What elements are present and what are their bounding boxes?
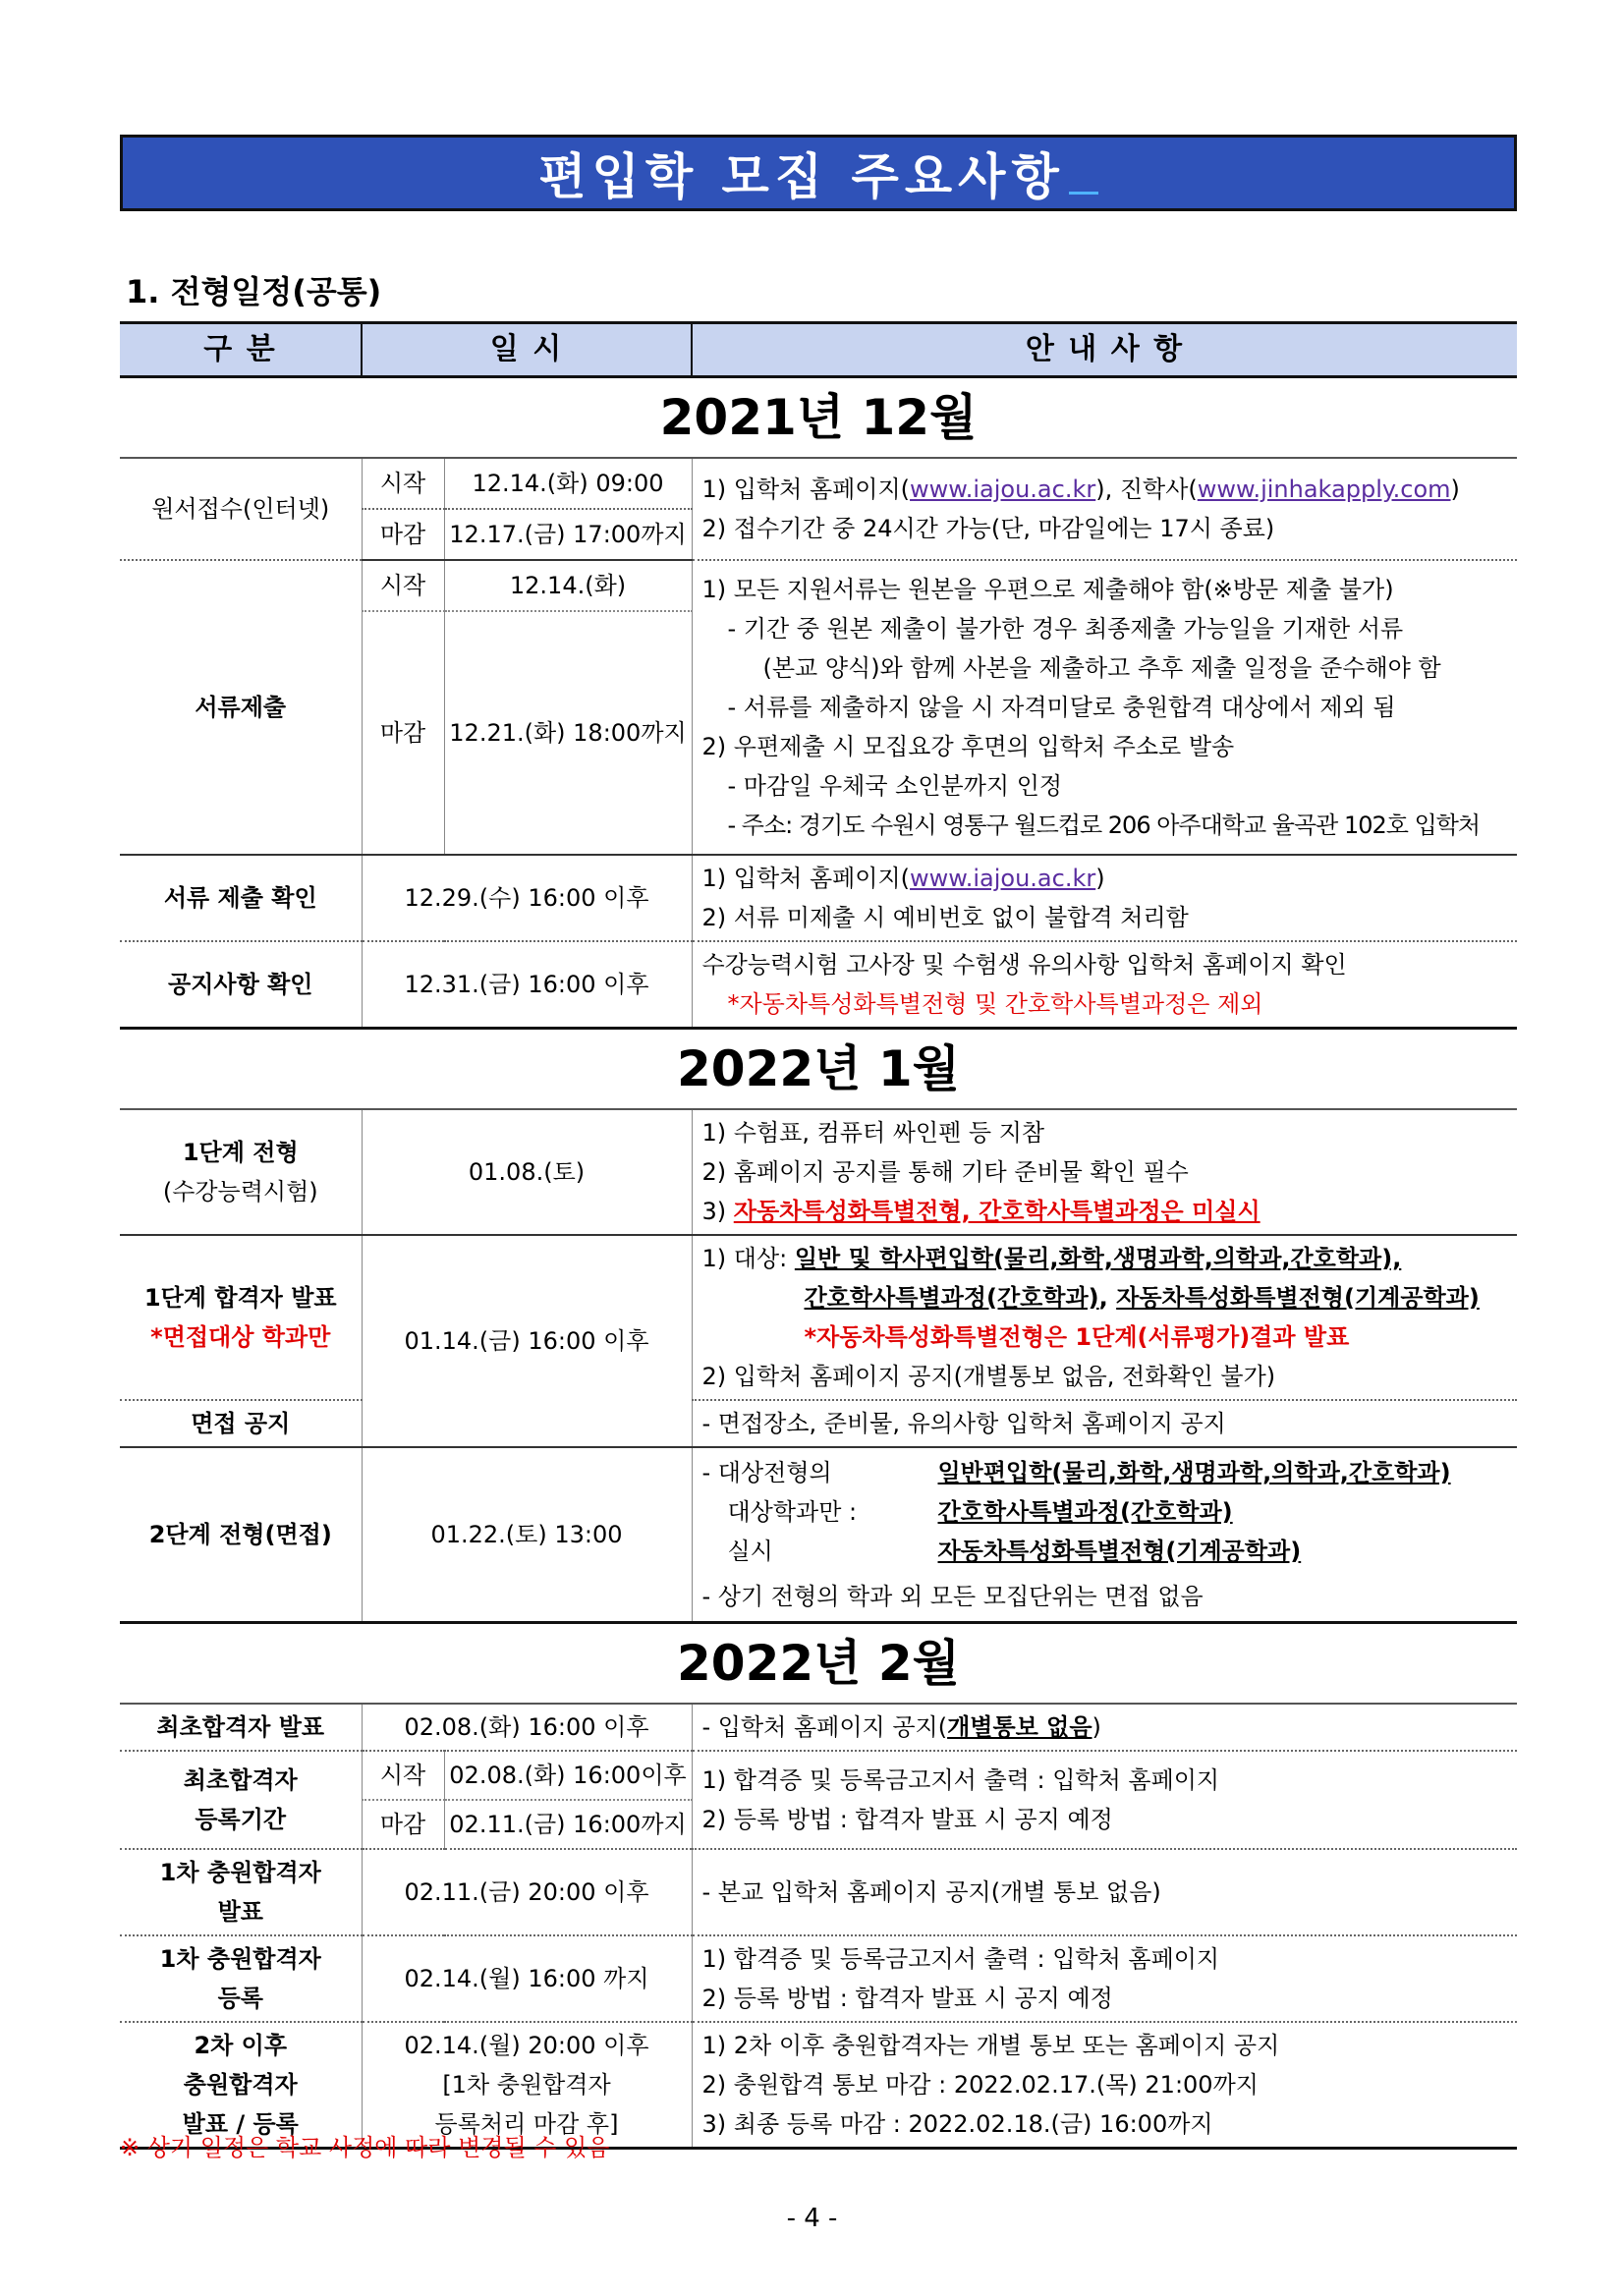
- table-row: [120, 1235, 1517, 1400]
- row-label: 최초합격자 발표: [120, 1704, 362, 1751]
- info-text: 개별통보 없음: [947, 1713, 1092, 1741]
- info-text: ): [1092, 1713, 1101, 1741]
- info-line: (본교 양식)와 함께 사본을 제출하고 추후 제출 일정을 준수해야 함: [762, 654, 1441, 682]
- table-row: [120, 458, 1517, 509]
- end-label: 마감: [362, 611, 444, 855]
- row-label: 서류제출: [120, 560, 362, 855]
- info-text: 실시: [727, 1538, 773, 1565]
- table-row: [120, 560, 1517, 611]
- month-row: [120, 1029, 1517, 1110]
- row-label: 공지사항 확인: [120, 941, 362, 1029]
- row-date: 01.22.(토) 13:00: [362, 1447, 692, 1623]
- start-date: 12.14.(화): [444, 560, 692, 611]
- info-line: 2) 접수기간 중 24시간 가능(단, 마감일에는 17시 종료): [701, 515, 1275, 542]
- info-line: 1) 합격증 및 등록금고지서 출력 : 입학처 홈페이지: [701, 1945, 1220, 1973]
- info-text: 1) 대상:: [701, 1245, 795, 1272]
- row-info: [692, 1235, 1517, 1400]
- info-text: 1) 입학처 홈페이지(: [701, 865, 911, 892]
- info-text: ): [1095, 865, 1105, 892]
- label-line: (수강능력시험): [162, 1178, 318, 1205]
- row-label: [120, 1109, 362, 1235]
- end-date: 02.11.(금) 16:00까지: [444, 1800, 692, 1849]
- info-line: - 서류를 제출하지 않을 시 자격미달로 충원합격 대상에서 제외 됨: [727, 694, 1396, 721]
- start-date: 12.14.(화) 09:00: [444, 458, 692, 509]
- table-row: [120, 855, 1517, 941]
- start-label: 시작: [362, 560, 444, 611]
- row-label: 면접 공지: [120, 1400, 362, 1447]
- header-category: 구 분: [120, 323, 362, 377]
- start-date: 02.08.(화) 16:00이후: [444, 1751, 692, 1800]
- row-date: 12.31.(금) 16:00 이후: [362, 941, 692, 1029]
- info-text: 3): [701, 1198, 734, 1225]
- row-date: 02.11.(금) 20:00 이후: [362, 1849, 692, 1935]
- row-date: 12.29.(수) 16:00 이후: [362, 855, 692, 941]
- info-text: - 입학처 홈페이지 공지(: [701, 1713, 948, 1741]
- info-text: 일반 및 학사편입학(물리,화학,생명과학,의학과,간호학과),: [794, 1245, 1402, 1272]
- info-line: 2) 우편제출 시 모집요강 후면의 입학처 주소로 발송: [701, 733, 1235, 760]
- row-info: [692, 1109, 1517, 1235]
- row-label: 원서접수(인터넷): [120, 458, 362, 560]
- table-row: [120, 1109, 1517, 1235]
- table-header: [120, 323, 1517, 377]
- month-row: [120, 1623, 1517, 1705]
- end-label: 마감: [362, 1800, 444, 1849]
- info-text: ): [1450, 476, 1460, 503]
- label-line: 2차 이후: [194, 2032, 288, 2059]
- info-line: - 주소: 경기도 수원시 영통구 월드컵로 206 아주대학교 율곡관 102호 입학처: [727, 812, 1481, 839]
- row-info: [692, 1704, 1517, 1751]
- end-date: 12.21.(화) 18:00까지: [444, 611, 692, 855]
- label-line: 1단계 합격자 발표: [143, 1284, 337, 1312]
- label-line: 1단계 전형: [182, 1139, 299, 1166]
- row-info: [692, 1751, 1517, 1849]
- row-label: [120, 1751, 362, 1849]
- info-line: 1) 모든 지원서류는 원본을 우편으로 제출해야 함(※방문 제출 불가): [701, 576, 1394, 603]
- row-info: [692, 458, 1517, 560]
- row-label: [120, 1235, 362, 1400]
- info-line: *자동차특성화특별전형 및 간호학사특별과정은 제외: [727, 990, 1263, 1018]
- month-row: [120, 377, 1517, 459]
- row-label: 2단계 전형(면접): [120, 1447, 362, 1623]
- end-label: 마감: [362, 509, 444, 560]
- info-line: 2) 서류 미제출 시 예비번호 없이 불합격 처리함: [701, 904, 1189, 931]
- info-line: - 마감일 우체국 소인분까지 인정: [727, 772, 1063, 800]
- month-heading: 2022년 2월: [120, 1623, 1517, 1705]
- info-line: 수강능력시험 고사장 및 수험생 유의사항 입학처 홈페이지 확인: [701, 951, 1347, 979]
- row-label: [120, 1849, 362, 1935]
- info-text: 대상학과만 :: [727, 1498, 858, 1526]
- table-row: [120, 941, 1517, 1029]
- label-line: 발표 / 등록: [182, 2110, 299, 2138]
- header-info: 안 내 사 항: [692, 323, 1517, 377]
- info-line: 2) 홈페이지 공지를 통해 기타 준비물 확인 필수: [701, 1158, 1189, 1186]
- row-info: [692, 1935, 1517, 2022]
- info-line: *자동차특성화특별전형은 1단계(서류평가)결과 발표: [804, 1323, 1350, 1351]
- row-date: 01.14.(금) 16:00 이후: [362, 1235, 692, 1447]
- info-text: 자동차특성화특별전형, 간호학사특별과정은 미실시: [733, 1198, 1260, 1225]
- table-row: [120, 1849, 1517, 1935]
- info-line: 2) 등록 방법 : 합격자 발표 시 공지 예정: [701, 1985, 1113, 2012]
- label-line: 1차 충원합격자: [159, 1859, 321, 1886]
- row-label: [120, 1935, 362, 2022]
- schedule-table: [120, 321, 1517, 2150]
- row-info: [692, 2022, 1517, 2149]
- label-line: 최초합격자: [183, 1766, 298, 1794]
- info-line: 1) 합격증 및 등록금고지서 출력 : 입학처 홈페이지: [701, 1766, 1220, 1794]
- date-line: 02.14.(월) 20:00 이후: [404, 2032, 649, 2059]
- footnote: ※ 상기 일정은 학교 사정에 따라 변경될 수 있음: [120, 2134, 610, 2161]
- info-text: 자동차특성화특별전형(기계공학과): [1116, 1284, 1480, 1312]
- page-banner: [120, 135, 1517, 211]
- info-text: 간호학사특별과정(간호학과): [937, 1498, 1233, 1526]
- label-line: 등록: [217, 1985, 263, 2012]
- text-cursor: [1069, 152, 1098, 195]
- month-heading: 2021년 12월: [120, 377, 1517, 459]
- table-row: [120, 1447, 1517, 1623]
- info-text: 자동차특성화특별전형(기계공학과): [937, 1538, 1302, 1565]
- info-line: 2) 등록 방법 : 합격자 발표 시 공지 예정: [701, 1806, 1113, 1833]
- table-row: [120, 1704, 1517, 1751]
- info-text: 1) 입학처 홈페이지(: [701, 476, 911, 503]
- row-info: [692, 560, 1517, 855]
- row-info: [692, 941, 1517, 1029]
- label-line: 발표: [217, 1898, 263, 1926]
- row-info: [692, 855, 1517, 941]
- row-info: [692, 1447, 1517, 1623]
- info-line: 1) 수험표, 컴퓨터 싸인펜 등 지참: [701, 1119, 1045, 1147]
- row-info: - 본교 입학처 홈페이지 공지(개별 통보 없음): [692, 1849, 1517, 1935]
- info-line: 1) 2차 이후 충원합격자는 개별 통보 또는 홈페이지 공지: [701, 2032, 1280, 2059]
- row-info: - 면접장소, 준비물, 유의사항 입학처 홈페이지 공지: [692, 1400, 1517, 1447]
- link-iajou[interactable]: www.iajou.ac.kr: [910, 865, 1096, 892]
- date-line: 등록처리 마감 후]: [434, 2110, 619, 2138]
- link-jinhak[interactable]: www.jinhakapply.com: [1197, 476, 1451, 503]
- info-line: 2) 입학처 홈페이지 공지(개별통보 없음, 전화확인 불가): [701, 1363, 1276, 1390]
- banner-title: 편입학 모집 주요사항: [538, 148, 1065, 205]
- header-datetime: 일 시: [362, 323, 692, 377]
- table-row: [120, 1400, 1517, 1447]
- label-line: 충원합격자: [183, 2071, 298, 2099]
- end-date: 12.17.(금) 17:00까지: [444, 509, 692, 560]
- table-row: [120, 1751, 1517, 1800]
- label-line: 등록기간: [195, 1806, 287, 1833]
- row-date: 02.14.(월) 16:00 까지: [362, 1935, 692, 2022]
- start-label: 시작: [362, 1751, 444, 1800]
- row-label: 서류 제출 확인: [120, 855, 362, 941]
- info-text: - 대상전형의: [701, 1459, 832, 1486]
- page-number: - 4 -: [786, 2204, 838, 2233]
- info-line: - 상기 전형의 학과 외 모든 모집단위는 면접 없음: [701, 1583, 1204, 1610]
- date-line: [1차 충원합격자: [442, 2071, 611, 2099]
- info-text: ), 진학사(: [1095, 476, 1198, 503]
- section-title: 1. 전형일정(공통): [126, 273, 382, 310]
- table-row: [120, 1935, 1517, 2022]
- start-label: 시작: [362, 458, 444, 509]
- label-line: *면접대상 학과만: [150, 1323, 331, 1351]
- info-line: 3) 최종 등록 마감 : 2022.02.18.(금) 16:00까지: [701, 2110, 1213, 2138]
- row-date: 01.08.(토): [362, 1109, 692, 1235]
- label-line: 1차 충원합격자: [159, 1945, 321, 1973]
- info-line: - 기간 중 원본 제출이 불가한 경우 최종제출 가능일을 기재한 서류: [727, 615, 1404, 643]
- info-text: ,: [1098, 1284, 1117, 1312]
- info-text: 일반편입학(물리,화학,생명과학,의학과,간호학과): [937, 1459, 1451, 1486]
- link-iajou[interactable]: www.iajou.ac.kr: [910, 476, 1096, 503]
- row-date: 02.08.(화) 16:00 이후: [362, 1704, 692, 1751]
- month-heading: 2022년 1월: [120, 1029, 1517, 1110]
- info-text: 간호학사특별과정(간호학과): [804, 1284, 1099, 1312]
- info-line: 2) 충원합격 통보 마감 : 2022.02.17.(목) 21:00까지: [701, 2071, 1259, 2099]
